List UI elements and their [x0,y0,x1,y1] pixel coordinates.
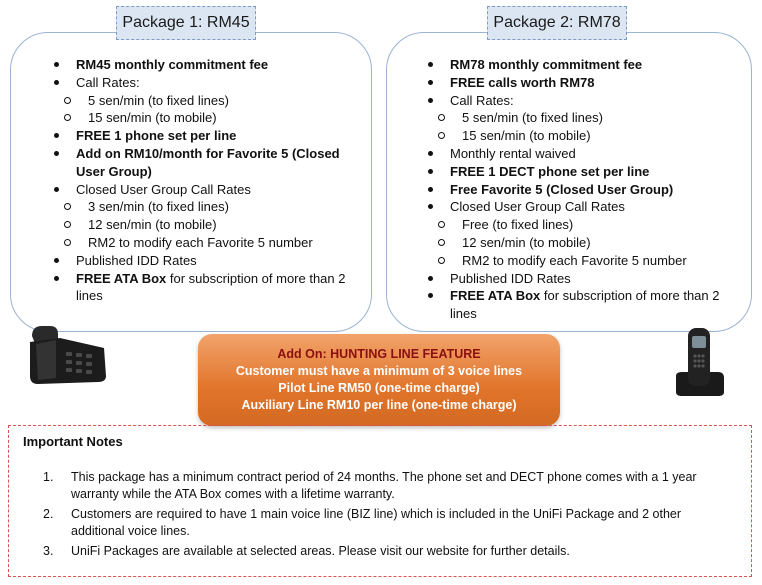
feature-item [426,145,736,163]
feature-item [52,181,358,199]
feature-text: RM2 to modify each Favorite 5 number [462,252,687,268]
addon-title: Add On: HUNTING LINE FEATURE [277,347,481,361]
feature-text: Closed User Group Call Rates [450,199,625,215]
note-text: UniFi Packages are available at selected areas. Please visit our website for further details. [71,544,570,558]
feature-text: 3 sen/min (to fixed lines) [88,199,229,215]
feature-subitem [52,234,358,252]
feature-subitem [52,216,358,234]
note-item [43,469,733,503]
notes-title: Important Notes [23,434,123,449]
feature-item [426,198,736,216]
feature-item [426,287,736,323]
feature-text-tail: for subscription of more than 2 lines [450,288,720,322]
feature-subitem [426,234,736,252]
note-number: 1. [43,470,54,484]
feature-item [52,74,358,92]
feature-subitem [52,198,358,216]
feature-text: Monthly rental waived [450,145,576,161]
feature-text: FREE 1 DECT phone set per line [450,163,650,179]
package-1-features [52,56,358,305]
feature-text: RM45 monthly commitment fee [76,57,269,72]
feature-text: FREE ATA Box [76,270,167,286]
package-1-title: Package 1: RM45 [116,6,256,40]
feature-text: 5 sen/min (to fixed lines) [462,110,603,126]
feature-text: Closed User Group Call Rates [76,181,251,197]
addon-line: Auxiliary Line RM10 per line (one-time charge) [241,398,517,412]
feature-text: Free (to fixed lines) [462,217,574,233]
feature-subitem [52,92,358,110]
note-text: Customers are required to have 1 main voice line (BIZ line) which is included in the UniFi Package and 2 other additional voice lines. [71,507,682,538]
note-item [43,543,733,560]
feature-item [52,56,358,74]
feature-text-tail: for subscription of more than 2 lines [76,270,346,304]
package-2-title: Package 2: RM78 [487,6,627,40]
feature-subitem [52,109,358,127]
feature-text: Free Favorite 5 (Closed User Group) [450,181,674,197]
feature-subitem [426,216,736,234]
note-number: 2. [43,507,54,521]
dect-phone-icon [668,326,730,403]
feature-text: 15 sen/min (to mobile) [462,128,591,144]
feature-item [426,56,736,74]
feature-text: RM2 to modify each Favorite 5 number [88,234,313,250]
feature-text: 5 sen/min (to fixed lines) [88,92,229,108]
feature-text: Add on RM10/month for Favorite 5 (Closed User Group) [76,145,340,179]
addon-hunting-line-box [198,334,560,426]
feature-item [426,74,736,92]
notes-list [43,469,733,563]
feature-text: FREE ATA Box [450,288,541,304]
feature-item [52,127,358,145]
feature-item [426,163,736,181]
feature-text: FREE calls worth RM78 [450,74,595,90]
feature-text: 12 sen/min (to mobile) [462,234,591,250]
feature-subitem [426,109,736,127]
feature-item [52,252,358,270]
feature-item [426,270,736,288]
note-number: 3. [43,544,54,558]
feature-item [426,92,736,110]
feature-text: FREE 1 phone set per line [76,128,237,144]
package-2-features [426,56,736,323]
desk-phone-icon [26,322,108,393]
addon-line: Pilot Line RM50 (one-time charge) [278,381,480,395]
note-text: This package has a minimum contract period of 24 months. The phone set and DECT phone comes with a 1 year warranty while the ATA Box comes with a lifetime warranty. [71,470,697,501]
feature-text: Call Rates: [76,74,140,90]
feature-text: Published IDD Rates [450,270,571,286]
feature-text: Published IDD Rates [76,252,197,268]
addon-line: Customer must have a minimum of 3 voice lines [235,364,523,378]
important-notes-box [8,425,752,577]
feature-subitem [426,252,736,270]
feature-item [52,145,358,181]
feature-text: 15 sen/min (to mobile) [88,110,217,126]
feature-text: 12 sen/min (to mobile) [88,217,217,233]
note-item [43,506,733,540]
feature-text: Call Rates: [450,92,514,108]
feature-text: RM78 monthly commitment fee [450,57,643,72]
feature-item [426,181,736,199]
feature-item [52,270,358,306]
feature-subitem [426,127,736,145]
